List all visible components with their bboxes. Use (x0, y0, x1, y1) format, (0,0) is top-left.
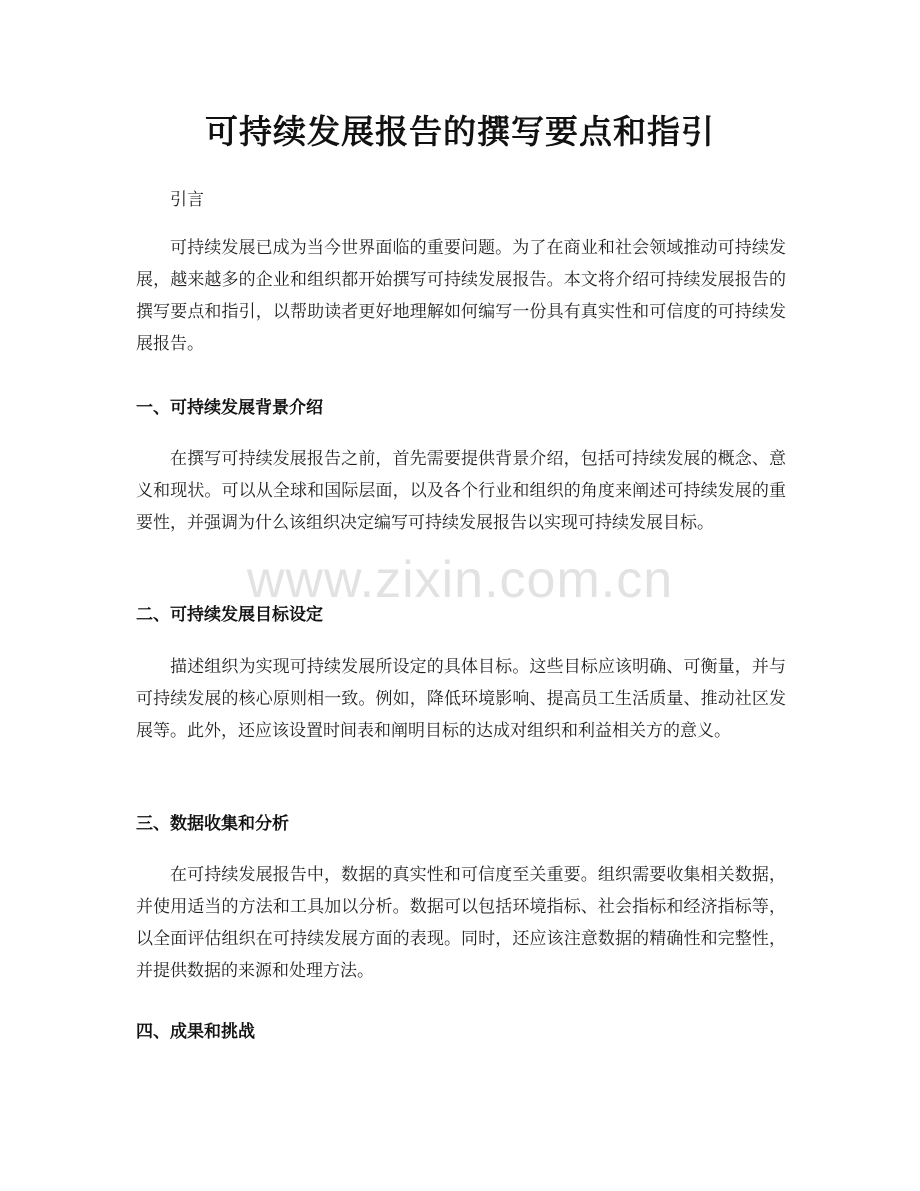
section-heading-3: 三、数据收集和分析 (136, 814, 289, 834)
watermark: www.zixin.com.cn (246, 551, 674, 609)
section-body-1: 在撰写可持续发展报告之前，首先需要提供背景介绍，包括可持续发展的概念、意义和现状。可以从全球和国际层面，以及各个行业和组织的角度来阐述可持续发展的重要性，并强调为什么该组织决定编写可持续发展报告以实现可持续发展目标。 (136, 449, 786, 533)
intro-paragraph: 可持续发展已成为当今世界面临的重要问题。为了在商业和社会领域推动可持续发展，越来越多的企业和组织都开始撰写可持续发展报告。本文将介绍可持续发展报告的撰写要点和指引，以帮助读者更好地理解如何编写一份具有真实性和可信度的可持续发展报告。 (136, 238, 786, 354)
section-body-2: 描述组织为实现可持续发展所设定的具体目标。这些目标应该明确、可衡量，并与可持续发展的核心原则相一致。例如，降低环境影响、提高员工生活质量、推动社区发展等。此外，还应该设置时间表和阐明目标的达成对组织和利益相关方的意义。 (136, 657, 786, 741)
section-heading-2: 二、可持续发展目标设定 (136, 605, 323, 625)
document-title: 可持续发展报告的撰写要点和指引 (205, 112, 715, 151)
section-heading-4: 四、成果和挑战 (136, 1022, 255, 1042)
section-heading-1: 一、可持续发展背景介绍 (136, 398, 323, 418)
section-body-3: 在可持续发展报告中，数据的真实性和可信度至关重要。组织需要收集相关数据，并使用适当的方法和工具加以分析。数据可以包括环境指标、社会指标和经济指标等，以全面评估组织在可持续发展方面的表现。同时，还应该注意数据的精确性和完整性，并提供数据的来源和处理方法。 (136, 865, 786, 981)
intro-label: 引言 (170, 190, 204, 210)
